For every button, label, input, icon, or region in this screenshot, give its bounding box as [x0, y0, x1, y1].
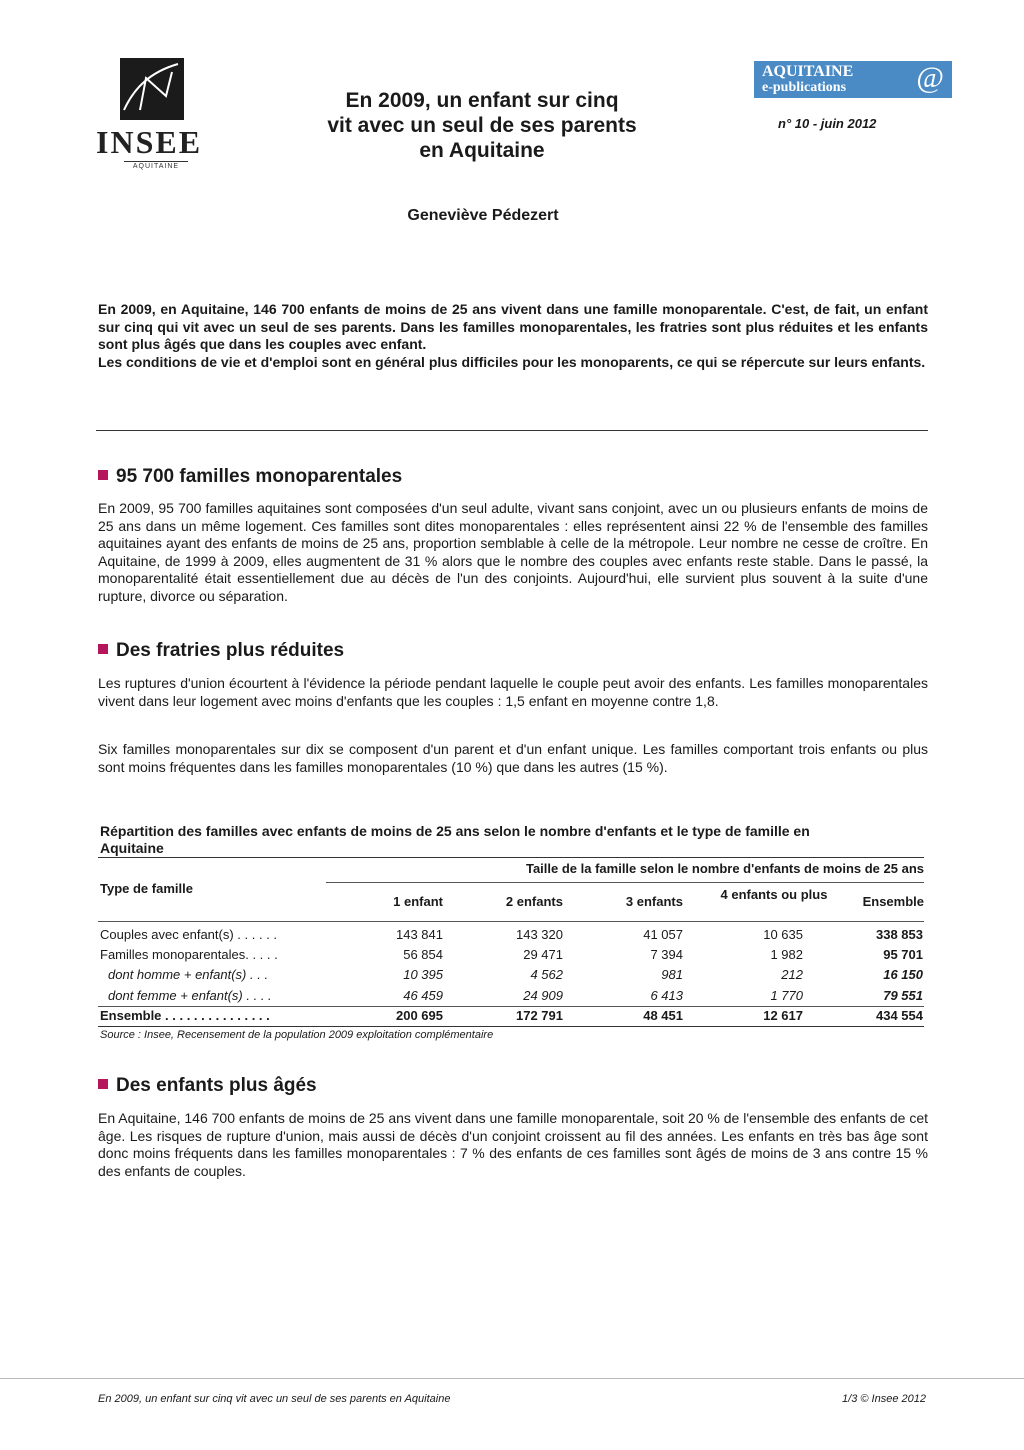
table-row: Familles monoparentales. . . . . 56 854 29 471 7 394 1 982 95 701	[100, 947, 923, 962]
table-column-header: 2 enfants	[505, 894, 563, 909]
logo-emblem	[120, 58, 184, 120]
abstract-paragraph: Les conditions de vie et d'emploi sont en général plus difficiles pour les monoparents, ce qui se répercute sur leurs enfants.	[98, 353, 926, 370]
table-source: Source : Insee, Recensement de la population 2009 exploitation complémentaire	[100, 1029, 494, 1041]
section-heading: 95 700 familles monoparentales	[98, 466, 402, 488]
publication-badge	[754, 61, 952, 98]
at-icon: @	[916, 61, 944, 94]
table-column-header: Ensemble	[862, 894, 924, 909]
table-row-total: Ensemble . . . . . . . . . . . . . . . 200 695 172 791 48 451 12 617 434 554	[100, 1008, 923, 1023]
issue-number: n° 10 - juin 2012	[778, 116, 877, 131]
table-column-header: 3 enfants	[625, 894, 683, 909]
table-title: Répartition des familles avec enfants de moins de 25 ans selon le nombre d'enfants et le type de famille en Aquitaine	[100, 823, 810, 856]
bullet-square-icon	[98, 1079, 108, 1089]
table-rule	[98, 1026, 924, 1027]
bullet-square-icon	[98, 470, 108, 480]
bullet-square-icon	[98, 644, 108, 654]
abstract-paragraph: En 2009, en Aquitaine, 146 700 enfants de moins de 25 ans vivent dans une famille monoparentale. C'est, de fait, un enfant sur cinq qui vit avec un seul de ses parents. Dans les familles monoparentales, les fratries sont plus réduites et les enfants sont plus âgés que dans les couples avec enfant.	[98, 301, 928, 352]
title-line: en Aquitaine	[419, 139, 545, 162]
table-column-header: 1 enfant	[393, 894, 443, 909]
title-line: vit avec un seul de ses parents	[327, 114, 637, 137]
table-row-header: Type de famille	[100, 881, 193, 896]
insee-logo	[96, 58, 203, 173]
paragraph: En 2009, 95 700 familles aquitaines sont composées d'un seul adulte, vivant sans conjoint, avec un ou plusieurs enfants de moins de 25 ans dans un même logement. Ces familles sont dites monoparentales : elles représentent ainsi 22 % de l'ensemble des familles aquitaines ayant des enfants de moins de 25 ans, proportion semblable à celle de la métropole. Leur nombre ne cesse de croître. En Aquitaine, de 1999 à 2009, elles augmentent de 31 % alors que le nombre des couples avec enfants reste stable. Dans le passé, la monoparentalité était essentiellement due au décès de l'un des conjoints. Aujourd'hui, elle survient plus souvent à la suite d'une rupture, divorce ou séparation.	[98, 500, 928, 604]
divider	[96, 430, 928, 431]
table-column-header: 4 enfants ou plus	[720, 887, 828, 902]
footer-page-number: 1/3 © Insee 2012	[842, 1393, 926, 1405]
table-rule	[326, 882, 924, 883]
badge-series: e-publications	[762, 80, 847, 95]
logo-text: INSEE	[96, 124, 203, 160]
table-rule	[98, 857, 924, 858]
title-line: En 2009, un enfant sur cinq	[345, 89, 619, 112]
abstract	[98, 301, 928, 371]
table-rule	[98, 1006, 924, 1007]
section-heading: Des fratries plus réduites	[98, 640, 344, 662]
author: Geneviève Pédezert	[407, 207, 559, 224]
table-rule	[98, 921, 924, 922]
logo-subtitle: AQUITAINE	[124, 161, 188, 170]
section-heading: Des enfants plus âgés	[98, 1075, 317, 1097]
footer-title: En 2009, un enfant sur cinq vit avec un seul de ses parents en Aquitaine	[98, 1393, 451, 1405]
paragraph: Les ruptures d'union écourtent à l'évidence la période pendant laquelle le couple peut avoir des enfants. Les familles monoparentales vivent dans leur logement avec moins d'enfants que les couples : 1,5 enfant en moyenne contre 1,8.	[98, 675, 928, 709]
table-row: Couples avec enfant(s) . . . . . . 143 841 143 320 41 057 10 635 338 853	[100, 927, 923, 942]
footer-divider	[0, 1378, 1024, 1379]
paragraph: En Aquitaine, 146 700 enfants de moins de 25 ans vivent dans une famille monoparentale, soit 20 % de l'ensemble des enfants de cet âge. Les risques de rupture d'union, mais aussi de décès d'un conjoint croissent au fil des années. Les enfants en très bas âge sont donc moins fréquents dans les familles monoparentales : 7 % des enfants de ces familles sont âgés de moins de 3 ans contre 15 % des enfants de couples.	[98, 1110, 928, 1179]
badge-region: AQUITAINE	[762, 63, 854, 80]
page-title	[262, 88, 702, 163]
table-row: dont homme + enfant(s) . . . 10 395 4 562 981 212 16 150	[108, 967, 923, 982]
table-span-header: Taille de la famille selon le nombre d'enfants de moins de 25 ans	[525, 861, 924, 876]
paragraph: Six familles monoparentales sur dix se composent d'un parent et d'un enfant unique. Les familles comportant trois enfants ou plus sont moins fréquentes dans les familles monoparentales (10 %) que dans les autres (15 %).	[98, 741, 928, 775]
table-row: dont femme + enfant(s) . . . . 46 459 24 909 6 413 1 770 79 551	[108, 988, 923, 1003]
